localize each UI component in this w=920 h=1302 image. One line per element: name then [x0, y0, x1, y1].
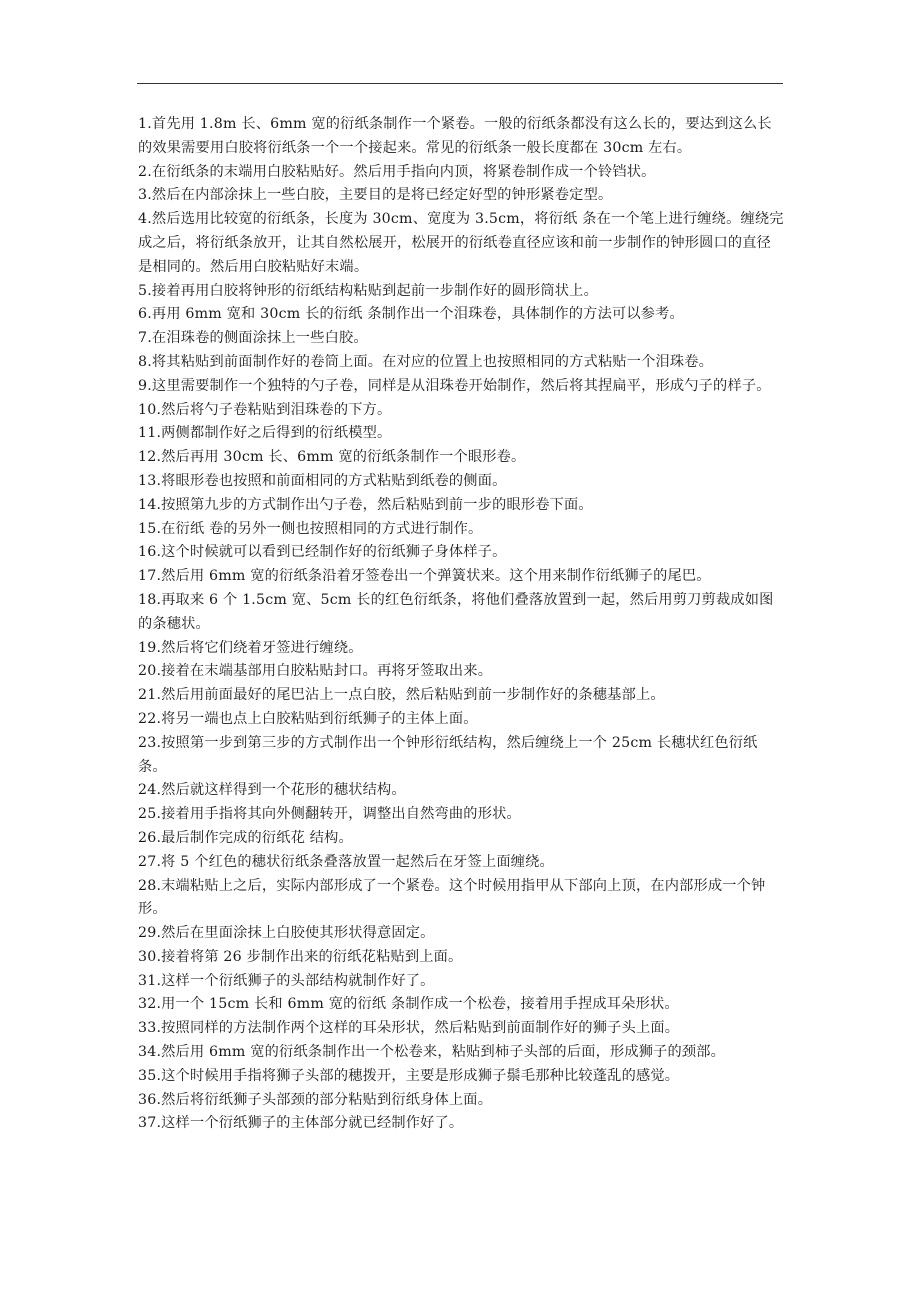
- step-37: 37.这样一个衍纸狮子的主体部分就已经制作好了。: [138, 1115, 464, 1132]
- step-22: 22.将另一端也点上白胶粘贴到衍纸狮子的主体上面。: [138, 710, 478, 727]
- step-4: 4.然后选用比较宽的衍纸条，长度为 30cm、宽度为 3.5cm，将衍纸 条在一个笔上进行缠绕。缠绕完成之后，将衍纸条放开，让其自然松展开，松展开的衍纸卷直径应该和前一步制作的钟形圆口的直径是相同的。然后用白胶粘贴好末端。: [138, 211, 784, 275]
- step-29: 29.然后在里面涂抹上白胶使其形状得意固定。: [138, 925, 435, 942]
- step-32: 32.用一个 15cm 长和 6mm 宽的衍纸 条制作成一个松卷，接着用手捏成耳朵形状。: [138, 996, 679, 1013]
- step-35: 35.这个时候用手指将狮子头部的穗拨开，主要是形成狮子鬃毛那种比较蓬乱的感觉。: [138, 1067, 680, 1084]
- step-13: 13.将眼形卷也按照和前面相同的方式粘贴到纸卷的侧面。: [138, 472, 507, 489]
- step-2: 2.在衍纸条的末端用白胶粘贴好。然后用手指向内顶，将紧卷制作成一个铃铛状。: [138, 163, 656, 180]
- step-31: 31.这样一个衍纸狮子的头部结构就制作好了。: [138, 972, 435, 989]
- step-12: 12.然后再用 30cm 长、6mm 宽的衍纸条制作一个眼形卷。: [138, 449, 526, 466]
- step-33: 33.按照同样的方法制作两个这样的耳朵形状，然后粘贴到前面制作好的狮子头上面。: [138, 1020, 680, 1037]
- step-5: 5.接着再用白胶将钟形的衍纸结构粘贴到起前一步制作好的圆形筒状上。: [138, 282, 598, 299]
- step-15: 15.在衍纸 卷的另外一侧也按照相同的方式进行制作。: [138, 520, 483, 537]
- header-divider: [137, 83, 783, 84]
- instruction-list: [138, 113, 784, 1136]
- step-3: 3.然后在内部涂抹上一些白胶，主要目的是将已经定好型的钟形紧卷定型。: [138, 187, 613, 204]
- step-30: 30.接着将第 26 步制作出来的衍纸花粘贴到上面。: [138, 948, 463, 965]
- step-7: 7.在泪珠卷的侧面涂抹上一些白胶。: [138, 330, 368, 347]
- step-20: 20.接着在末端基部用白胶粘贴封口。再将牙签取出来。: [138, 663, 493, 680]
- step-1: 1.首先用 1.8m 长、6mm 宽的衍纸条制作一个紧卷。一般的衍纸条都没有这么长的，要达到这么长的效果需要用白胶将衍纸条一个一个接起来。常见的衍纸条一般长度都在 30cm 左右。: [138, 116, 772, 156]
- step-18: 18.再取来 6 个 1.5cm 宽、5cm 长的红色衍纸条，将他们叠落放置到一起，然后用剪刀剪裁成如图的条穗状。: [138, 591, 774, 632]
- step-17: 17.然后用 6mm 宽的衍纸条沿着牙签卷出一个弹簧状来。这个用来制作衍纸狮子的尾巴。: [138, 568, 711, 585]
- step-25: 25.接着用手指将其向外侧翻转开，调整出自然弯曲的形状。: [138, 806, 521, 823]
- step-10: 10.然后将勺子卷粘贴到泪珠卷的下方。: [138, 401, 392, 418]
- step-24: 24.然后就这样得到一个花形的穗状结构。: [138, 782, 406, 799]
- step-27: 27.将 5 个红色的穗状衍纸条叠落放置一起然后在牙签上面缠绕。: [138, 853, 554, 870]
- step-9: 9.这里需要制作一个独特的勺子卷，同样是从泪珠卷开始制作，然后将其捏扁平，形成勺子的样子。: [138, 377, 771, 394]
- step-34: 34.然后用 6mm 宽的衍纸条制作出一个松卷来，粘贴到柿子头部的后面，形成狮子的颈部。: [138, 1044, 726, 1061]
- step-23: 23.按照第一步到第三步的方式制作出一个钟形衍纸结构，然后缠绕上一个 25cm 长穗状红色衍纸条。: [138, 734, 758, 775]
- step-16: 16.这个时候就可以看到已经制作好的衍纸狮子身体样子。: [138, 544, 507, 561]
- step-26: 26.最后制作完成的衍纸花 结构。: [138, 829, 353, 846]
- step-21: 21.然后用前面最好的尾巴沾上一点白胶，然后粘贴到前一步制作好的条穗基部上。: [138, 687, 665, 704]
- step-36: 36.然后将衍纸狮子头部颈的部分粘贴到衍纸身体上面。: [138, 1091, 493, 1108]
- step-8: 8.将其粘贴到前面制作好的卷筒上面。在对应的位置上也按照相同的方式粘贴一个泪珠卷。: [138, 353, 714, 370]
- step-19: 19.然后将它们绕着牙签进行缠绕。: [138, 639, 363, 656]
- step-14: 14.按照第九步的方式制作出勺子卷，然后粘贴到前一步的眼形卷下面。: [138, 496, 593, 513]
- step-28: 28.末端粘贴上之后，实际内部形成了一个紧卷。这个时候用指甲从下部向上顶，在内部形成一个钟形。: [138, 877, 766, 918]
- step-6: 6.再用 6mm 宽和 30cm 长的衍纸 条制作出一个泪珠卷，具体制作的方法可以参考。: [138, 306, 684, 323]
- step-11: 11.两侧都制作好之后得到的衍纸模型。: [138, 425, 392, 442]
